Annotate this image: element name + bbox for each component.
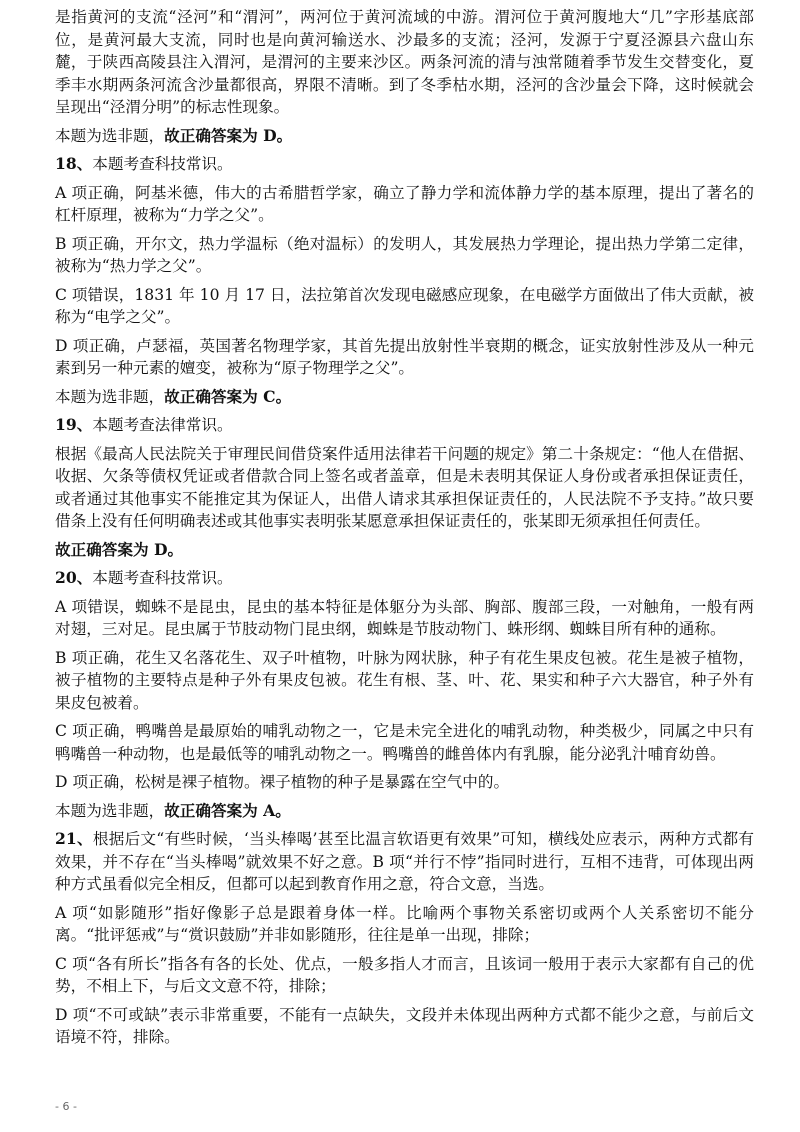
answer-line-19: 故正确答案为 D。 <box>55 539 184 559</box>
option-paragraph: D 项正确，卢瑟福，英国著名物理学家，其首先提出放射性半衰期的概念，证实放射性涉及从一种元素到另一种元素的嬗变，被称为“原子物理学之父”。 <box>55 336 754 377</box>
answer-line-20: 本题为选非题，故正确答案为 A。 <box>55 800 291 820</box>
option-paragraph: C 项“各有所长”指各有各的长处、优点，一般多指人才而言，且该词一般用于表示大家都有自己的优势，不相上下，与后文文意不符，排除； <box>55 954 754 995</box>
question-heading-19: 19、本题考查法律常识。 <box>55 415 233 434</box>
question-heading-18: 18、本题考查科技常识。 <box>55 154 233 173</box>
option-paragraph: B 项正确，花生又名落花生、双子叶植物，叶脉为网状脉，种子有花生果皮包被。花生是被子植物，被子植物的主要特点是种子外有果皮包被。花生有根、茎、叶、花、果实和种子六大器官，种子外有果皮包被着。 <box>55 648 754 712</box>
paragraph-intro: 是指黄河的支流“泾河”和“渭河”，两河位于黄河流域的中游。渭河位于黄河腹地大“几”字形基底部位，是黄河最大支流，同时也是向黄河输送水、沙最多的支流；泾河，发源于宁夏泾源县六盘山东麓，于陕西高陵县注入渭河，是渭河的主要来沙区。两条河流的清与浊常随着季节发生交替变化，夏季丰水期两条河流含沙量都很高，界限不清晰。到了冬季枯水期，泾河的含沙量会下降，这时候就会呈现出“泾渭分明”的标志性现象。 <box>55 8 754 116</box>
page-number: - 6 - <box>55 1100 77 1113</box>
question-heading-21: 21、根据后文“有些时候，‘当头棒喝’甚至比温言软语更有效果”可知，横线处应表示，两种方式都有效果，并不存在“当头棒喝”就效果不好之意。B 项“并行不悖”指同时进行，互相不违背，可体现出两种方式虽看似完全相反，但都可以起到教育作用之意，符合文意，当选。 <box>55 829 755 893</box>
option-paragraph: A 项“如影随形”指好像影子总是跟着身体一样。比喻两个事物关系密切或两个人关系密切不能分离。“批评惩戒”与“赏识鼓励”并非如影随形，往往是单一出现，排除； <box>55 903 754 944</box>
option-paragraph: A 项错误，蜘蛛不是昆虫，昆虫的基本特征是体躯分为头部、胸部、腹部三段，一对触角，一般有两对翅，三对足。昆虫属于节肢动物门昆虫纲，蜘蛛是节肢动物门、蛛形纲、蜘蛛目所有种的通称。 <box>55 597 754 638</box>
option-paragraph: D 项“不可或缺”表示非常重要，不能有一点缺失，文段并未体现出两种方式都不能少之意，与前后文语境不符，排除。 <box>55 1005 754 1046</box>
option-paragraph: D 项正确，松树是裸子植物。裸子植物的种子是暴露在空气中的。 <box>55 773 510 791</box>
answer-line-18: 本题为选非题，故正确答案为 C。 <box>55 386 292 406</box>
option-paragraph: C 项正确，鸭嘴兽是最原始的哺乳动物之一，它是未完全进化的哺乳动物，种类极少，同属之中只有鸭嘴兽一种动物，也是最低等的哺乳动物之一。鸭嘴兽的雌兽体内有乳腺，能分泌乳汁哺育幼兽。 <box>55 722 754 763</box>
answer-line-17: 本题为选非题，故正确答案为 D。 <box>55 125 293 145</box>
option-paragraph: A 项正确，阿基米德，伟大的古希腊哲学家，确立了静力学和流体静力学的基本原理，提出了著名的杠杆原理，被称为“力学之父”。 <box>55 183 754 224</box>
option-paragraph: C 项错误，1831 年 10 月 17 日，法拉第首次发现电磁感应现象，在电磁学方面做出了伟大贡献，被称为“电学之父”。 <box>55 285 754 326</box>
option-paragraph: B 项正确，开尔文，热力学温标（绝对温标）的发明人，其发展热力学理论，提出热力学第二定律，被称为“热力学之父”。 <box>55 234 754 275</box>
question-heading-20: 20、本题考查科技常识。 <box>55 568 233 587</box>
explanation-paragraph: 根据《最高人民法院关于审理民间借贷案件适用法律若干问题的规定》第二十条规定：“他人在借据、收据、欠条等债权凭证或者借款合同上签名或者盖章，但是未表明其保证人身份或者承担保证责任，或者通过其他事实不能推定其为保证人，出借人请求其承担保证责任的，人民法院不予支持。”故只要借条上没有任何明确表述或其他事实表明张某愿意承担保证责任的，张某即无须承担任何责任。 <box>55 444 754 530</box>
